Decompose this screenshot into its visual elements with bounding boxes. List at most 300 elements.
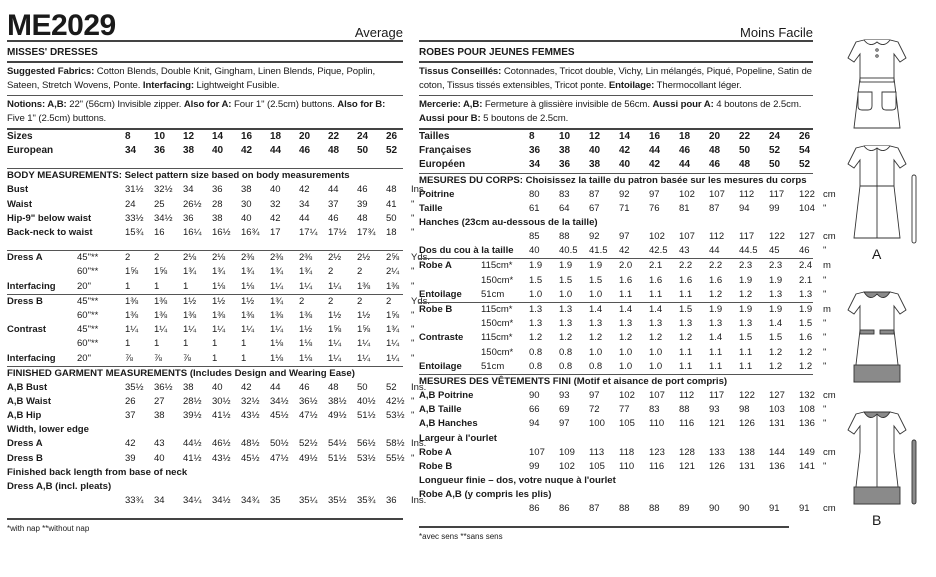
width-hem-table-fr [419,446,843,474]
cell-value: 52½ [299,438,318,450]
cell-value: 69 [559,404,570,416]
row-label: Taille [419,202,443,214]
cell-value: 1¼ [125,324,139,336]
row-label: Européen [419,159,466,171]
cell-value: 44 [709,245,720,257]
body-measurements-heading: BODY MEASUREMENTS: Select pattern size based on body measurements [7,170,350,182]
cell-value: 116 [679,418,695,430]
cell-value: 16¾ [241,227,260,239]
cell-value: 2 [357,295,363,307]
cell-value: 1.1 [619,288,633,300]
cell-value: 128 [679,446,695,458]
cell-value: 1¼ [328,352,342,364]
cell-value: 1⅛ [299,352,313,364]
fabric-width: 150cm* [481,274,514,286]
cell-value: 36 [529,145,541,157]
unit: " [411,227,415,239]
cell-value: 0.8 [589,360,603,372]
cell-value: 102 [559,460,575,472]
unit: " [823,332,827,344]
row-label: Poitrine [419,188,455,200]
cell-value: 38 [212,212,223,224]
cell-value: 88 [559,231,570,243]
fabric-width: 20" [77,280,91,292]
cell-value: 54½ [328,438,347,450]
cell-value: 97 [589,390,600,402]
fabric-width: 51cm [481,360,505,372]
cell-value: 81 [679,202,690,214]
footnote-fr: *avec sens **sans sens [419,532,503,542]
cell-value: 71 [619,202,630,214]
unit: Yds. [411,252,431,264]
cell-value: 1⅜ [125,310,139,322]
row-label [419,502,529,516]
fabric-width: 45"** [77,324,99,336]
cell-value: 26 [125,396,136,408]
cell-value: 1.4 [649,304,663,316]
table-row [7,144,433,158]
cell-value: 117 [769,188,785,200]
cell-value: 1¼ [299,280,313,292]
cell-value: 92 [589,231,600,243]
fabric-width: 60"** [77,338,99,350]
table-row [7,437,433,451]
cell-value: 41.5 [589,245,608,257]
cell-value: 122 [739,390,755,402]
cell-value: 8 [529,131,535,142]
row-label: Bust [7,184,29,196]
cell-value: 83 [559,188,570,200]
cell-value: 85 [529,231,540,243]
cell-value: 92 [619,188,630,200]
cell-value: 40 [241,212,252,224]
cell-value: 102 [649,231,665,243]
cell-value: 37 [125,410,136,422]
cell-value: 1.9 [769,274,783,286]
sizes-table [7,130,433,158]
table-row [7,251,433,265]
unit: " [411,410,415,422]
cell-value: 1⅜ [125,295,139,307]
cell-value: 45½ [241,452,260,464]
cell-value: 15¾ [125,227,144,239]
back-length-label: Finished back length from base of neck [7,466,188,478]
table-row [419,144,843,158]
unit: Ins. [411,494,427,506]
row-label [419,346,481,360]
cell-value: 94 [739,202,750,214]
dress-drawings-icon [820,20,936,550]
cell-value: 127 [769,390,785,402]
cell-value: 102 [619,390,635,402]
row-label: Contraste [419,332,464,344]
cell-value: 0.8 [559,360,573,372]
cell-value: 42 [241,145,253,157]
cell-value: 44 [649,145,661,157]
cell-value: 2 [357,266,363,278]
cell-value: 37 [328,198,339,210]
cell-value: 39 [125,452,136,464]
cell-value: 34½ [154,212,173,224]
cell-value: 1.9 [739,304,753,316]
cell-value: 1.0 [619,346,633,358]
row-label: Contrast [7,324,47,336]
cell-value: 1¼ [357,352,371,364]
cell-value: 109 [559,446,575,458]
cell-value: 1.6 [649,274,663,286]
cell-value: 1 [183,338,189,350]
unit: " [411,324,415,336]
table-row [419,460,843,474]
cell-value: 1.3 [559,318,573,330]
cell-value: 107 [709,188,725,200]
row-label: A,B Bust [7,381,48,393]
cell-value: 34¾ [241,494,260,506]
cell-value: 102 [679,188,695,200]
cell-value: 97 [559,418,570,430]
cell-value: 1.3 [769,288,783,300]
cell-value: 28½ [183,396,202,408]
fabric-width: 60"** [77,266,99,278]
row-label: Dress B [7,295,43,307]
hip-label-fr: Hanches (23cm au-dessous de la taille) [419,217,598,229]
cell-value: 34½ [270,396,289,408]
cell-value: 1½ [357,310,371,322]
cell-value: 2⅝ [386,252,400,264]
row-label: Robe B [419,460,453,472]
back-length-sublabel: Dress A,B (incl. pleats) [7,480,112,492]
cell-value: 144 [769,446,785,458]
cell-value: 1.6 [679,274,693,286]
cell-value: 1.2 [739,288,753,300]
unit: m [823,304,831,316]
fabric-width: 150cm* [481,318,514,330]
cell-value: 44 [270,145,282,157]
sizes-table-fr [419,130,843,173]
cell-value: 8 [125,131,131,142]
cell-value: 76 [649,202,660,214]
cell-value: 27 [154,396,165,408]
cell-value: 2⅜ [241,252,255,264]
cell-value: 38 [589,159,601,171]
cell-value: 1.1 [739,346,753,358]
back-length-label-fr: Longueur finie – dos, votre nuque à l'ourlet [419,475,616,487]
table-row [419,130,843,144]
cell-value: 40 [212,381,223,393]
cell-value: 20 [299,131,311,142]
width-hem-label-fr: Largeur à l'ourlet [419,432,497,444]
cell-value: 1⅜ [154,310,168,322]
cell-value: 1.2 [589,332,603,344]
cell-value: 1.2 [709,288,723,300]
cell-value: 44.5 [739,245,758,257]
cell-value: 112 [739,188,755,200]
cell-value: 1.1 [739,360,753,372]
row-label: Waist [7,198,32,210]
cell-value: 77 [619,404,630,416]
cell-value: 1⅛ [212,280,226,292]
cell-value: 91 [769,503,780,515]
cell-value: 90 [709,503,720,515]
cell-value: 2⅛ [183,252,197,264]
fabric-width: 60"** [77,310,99,322]
cell-value: 43 [154,438,165,450]
cell-value: 110 [619,460,635,472]
cell-value: 26 [386,131,398,142]
cell-value: 1 [154,280,160,292]
width-lower-edge-table [7,437,433,465]
cell-value: 48 [328,145,340,157]
cell-value: 39 [357,198,368,210]
view-a-label: A [872,246,882,262]
cell-value: 39½ [183,410,202,422]
row-label [7,309,77,323]
cell-value: 33¾ [125,494,144,506]
cell-value: 50½ [270,438,289,450]
cell-value: 110 [649,418,665,430]
cell-value: 34 [125,145,137,157]
cell-value: 18 [386,227,397,239]
table-row [7,226,433,240]
cell-value: 2⅜ [299,252,313,264]
cell-value: 44 [679,159,691,171]
cell-value: 127 [799,231,815,243]
cell-value: 24 [357,131,369,142]
cell-value: 35¾ [357,494,376,506]
cell-value: 14 [619,131,631,142]
table-row [7,395,433,409]
cell-value: 34 [154,494,165,506]
cell-value: 50 [357,145,369,157]
cell-value: 103 [769,404,785,416]
cell-value: 34¼ [183,494,202,506]
cell-value: 1¾ [183,266,197,278]
table-row [7,494,433,508]
table-row [419,259,843,273]
unit: " [823,318,827,330]
table-row [419,158,843,172]
cell-value: 38½ [328,396,347,408]
cell-value: 49½ [328,410,347,422]
fabrics-paragraph: Suggested Fabrics: Cotton Blends, Double Knit, Gingham, Linen Blends, Pique, Poplin, Sateen, Stretch Wovens, Ponte. Interfacing: Lightweight Fusible. [7,66,376,91]
row-label: A,B Poitrine [419,390,474,402]
unit: m [823,260,831,272]
cell-value: 93 [709,404,720,416]
cell-value: 2.1 [649,260,663,272]
cell-value: 1¾ [299,266,313,278]
cell-value: 1 [154,338,160,350]
cell-value: 1.9 [529,260,543,272]
row-label: Tailles [419,131,450,142]
cell-value: 1⅜ [270,310,284,322]
row-label: Dress B [7,452,43,464]
unit: " [411,396,415,408]
cell-value: 10 [559,131,571,142]
table-row [7,352,433,366]
cell-value: 44 [299,212,310,224]
cell-value: 40½ [357,396,376,408]
cell-value: 41½ [183,452,202,464]
cell-value: 42 [270,212,281,224]
cell-value: 2 [386,295,392,307]
cell-value: 131 [739,460,755,472]
cell-value: 42½ [386,396,405,408]
cell-value: 107 [529,446,545,458]
cell-value: 108 [799,404,815,416]
row-label [7,265,77,279]
cell-value: 90 [529,390,540,402]
cell-value: 90 [739,503,750,515]
cell-value: 36 [183,212,194,224]
cell-value: 35½ [125,381,144,393]
cell-value: 136 [799,418,815,430]
cell-value: 52 [799,159,811,171]
unit: " [823,418,827,430]
cell-value: 2 [125,252,131,264]
cell-value: 56½ [357,438,376,450]
cell-value: 1.6 [619,274,633,286]
cell-value: 1⅛ [270,338,284,350]
cell-value: 50 [386,212,397,224]
cell-value: 40 [619,159,631,171]
cell-value: 12 [589,131,601,142]
fabrics-paragraph-fr: Tissus Conseillés: Cotonnades, Tricot double, Vichy, Lin mélangés, Piqué, Popeline, Satin de coton, Tissus tissés extensibles, Tricot ponte. Entoilage: Thermocollant léger. [419,66,812,91]
cell-value: 22 [739,131,751,142]
fabric-width: 51cm [481,288,505,300]
table-row [7,130,433,144]
cell-value: 1½ [212,295,226,307]
unit: " [823,346,827,358]
cell-value: 1¼ [386,338,400,350]
cell-value: 43½ [241,410,260,422]
cell-value: 2 [328,266,334,278]
cell-value: 53½ [386,410,405,422]
notions-paragraph: Notions: A,B: 22" (56cm) Invisible zipper. Also for A: Four 1" (2.5cm) buttons. Also for B: Five 1" (2.5cm) buttons. [7,99,386,124]
cell-value: 116 [649,460,665,472]
cell-value: 88 [649,503,660,515]
cell-value: 48 [739,159,751,171]
cell-value: 1¾ [386,324,400,336]
cell-value: 2.4 [799,260,813,272]
cell-value: 107 [679,231,695,243]
cell-value: 1.0 [529,288,543,300]
cell-value: 1⅜ [241,310,255,322]
table-row [419,502,843,516]
cell-value: 1.5 [559,274,573,286]
cell-value: 58½ [386,438,405,450]
body-measurements-table-fr [419,188,843,216]
cell-value: 34 [529,159,541,171]
cell-value: 1.3 [649,318,663,330]
cell-value: 1¼ [270,280,284,292]
body-measurements-heading-fr: MESURES DU CORPS: Choisissez la taille du patron basée sur les mesures du corps [419,174,807,186]
cell-value: 1.2 [559,332,573,344]
cell-value: 34½ [212,494,231,506]
cell-value: 1⅜ [183,310,197,322]
cell-value: 1⅜ [212,310,226,322]
cell-value: 46 [679,145,691,157]
unit: " [823,360,827,372]
cell-value: 1.3 [739,318,753,330]
cell-value: 87 [589,503,600,515]
footnote: *with nap **without nap [7,524,90,534]
cell-value: 2¼ [386,266,400,278]
cell-value: 49½ [299,452,318,464]
cell-value: 141 [799,460,815,472]
cell-value: 1.6 [799,332,813,344]
cell-value: 86 [529,503,540,515]
row-label: Robe B [419,304,453,316]
cell-value: 126 [739,418,755,430]
cell-value: 46 [709,159,721,171]
table-row [419,244,843,258]
cell-value: 1⅝ [357,324,371,336]
cell-value: 45½ [270,410,289,422]
yardage-robe-b-table [419,303,843,374]
cell-value: 46½ [212,438,231,450]
fabric-width: 150cm* [481,346,514,358]
cell-value: 117 [709,390,725,402]
cell-value: 55½ [386,452,405,464]
cell-value: 31½ [125,184,144,196]
cell-value: 1¼ [154,324,168,336]
cell-value: 138 [739,446,755,458]
cell-value: 66 [529,404,540,416]
table-row [419,417,843,431]
cell-value: 24 [769,131,781,142]
cell-value: 1⅝ [154,266,168,278]
cell-value: ⅞ [183,352,191,364]
cell-value: 42.5 [649,245,668,257]
cell-value: 107 [649,390,665,402]
fabric-width: 115cm* [481,304,513,316]
cell-value: 14 [212,131,224,142]
cell-value: 43 [679,245,690,257]
unit: cm [823,503,836,515]
cell-value: 1.1 [709,360,723,372]
cell-value: 1.2 [799,360,813,372]
cell-value: 2 [154,252,160,264]
table-row [419,202,843,216]
cell-value: 40 [270,184,281,196]
cell-value: 112 [709,231,725,243]
cell-value: 2⅜ [270,252,284,264]
cell-value: 1.5 [589,274,603,286]
cell-value: 25 [154,198,165,210]
cell-value: 1.9 [799,304,813,316]
cell-value: 48 [386,184,397,196]
cell-value: 28 [212,198,223,210]
cell-value: 1⅜ [357,280,371,292]
cell-value: 1⅜ [154,295,168,307]
table-row [419,446,843,460]
cell-value: 131 [769,418,785,430]
cell-value: 36 [154,145,166,157]
row-label [419,317,481,331]
cell-value: 2½ [357,252,371,264]
cell-value: 100 [589,418,605,430]
row-label: Dress A [7,438,43,450]
cell-value: 38 [241,184,252,196]
cell-value: 97 [649,188,660,200]
unit: Ins. [411,184,427,196]
cell-value: 35½ [328,494,347,506]
cell-value: 44½ [183,438,202,450]
cell-value: 118 [619,446,635,458]
cell-value: 40 [154,452,165,464]
unit: " [823,245,827,257]
unit: " [823,202,827,214]
